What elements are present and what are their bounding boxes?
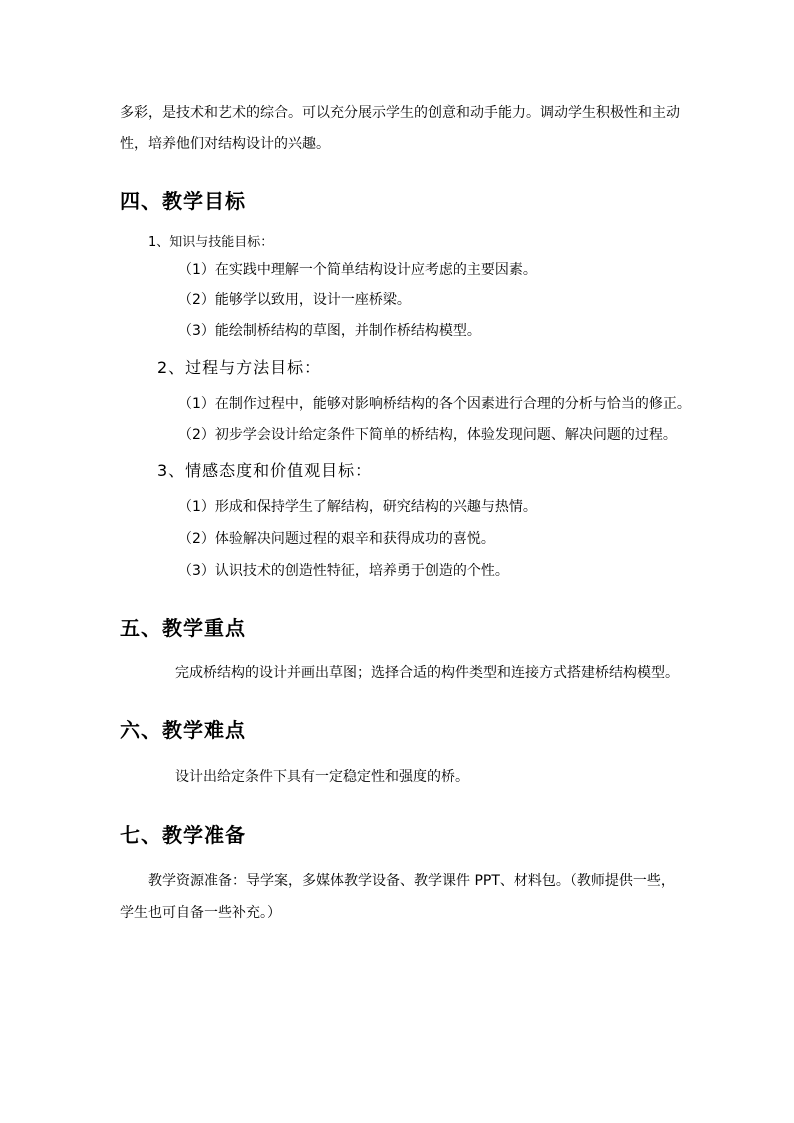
section-4-heading: 四、教学目标 bbox=[120, 189, 246, 213]
knowledge-goals-label: 1、知识与技能目标： bbox=[148, 235, 274, 250]
section-5-heading: 五、教学重点 bbox=[120, 616, 246, 640]
process-goal-2: （2）初步学会设计给定条件下简单的桥结构，体验发现问题、解决问题的过程。 bbox=[178, 427, 677, 443]
intro-line-2: 性，培养他们对结构设计的兴趣。 bbox=[120, 136, 330, 152]
intro-line-1: 多彩，是技术和艺术的综合。可以充分展示学生的创意和动手能力。调动学生积极性和主动 bbox=[120, 105, 680, 121]
emotion-goal-1: （1）形成和保持学生了解结构，研究结构的兴趣与热情。 bbox=[178, 499, 537, 515]
knowledge-goal-2: （2）能够学以致用，设计一座桥梁。 bbox=[178, 292, 411, 308]
process-goals-label: 2、过程与方法目标： bbox=[157, 358, 322, 377]
knowledge-goal-3: （3）能绘制桥结构的草图，并制作桥结构模型。 bbox=[178, 323, 481, 339]
emotion-goals-label: 3、情感态度和价值观目标： bbox=[157, 461, 373, 480]
process-goal-1: （1）在制作过程中，能够对影响桥结构的各个因素进行合理的分析与恰当的修正。 bbox=[178, 396, 691, 412]
section-7-line-2: 学生也可自备一些补充。） bbox=[120, 905, 281, 921]
section-6-text: 设计出给定条件下具有一定稳定性和强度的桥。 bbox=[175, 769, 469, 785]
knowledge-goal-1: （1）在实践中理解一个简单结构设计应考虑的主要因素。 bbox=[178, 262, 537, 278]
section-6-heading: 六、教学难点 bbox=[120, 718, 246, 742]
section-7-line-1: 教学资源准备：导学案，多媒体教学设备、教学课件 PPT、材料包。（教师提供一些， bbox=[148, 873, 675, 889]
emotion-goal-2: （2）体验解决问题过程的艰辛和获得成功的喜悦。 bbox=[178, 531, 495, 547]
emotion-goal-3: （3）认识技术的创造性特征，培养勇于创造的个性。 bbox=[178, 563, 509, 579]
section-7-heading: 七、教学准备 bbox=[120, 823, 246, 847]
section-5-text: 完成桥结构的设计并画出草图；选择合适的构件类型和连接方式搭建桥结构模型。 bbox=[175, 665, 679, 681]
